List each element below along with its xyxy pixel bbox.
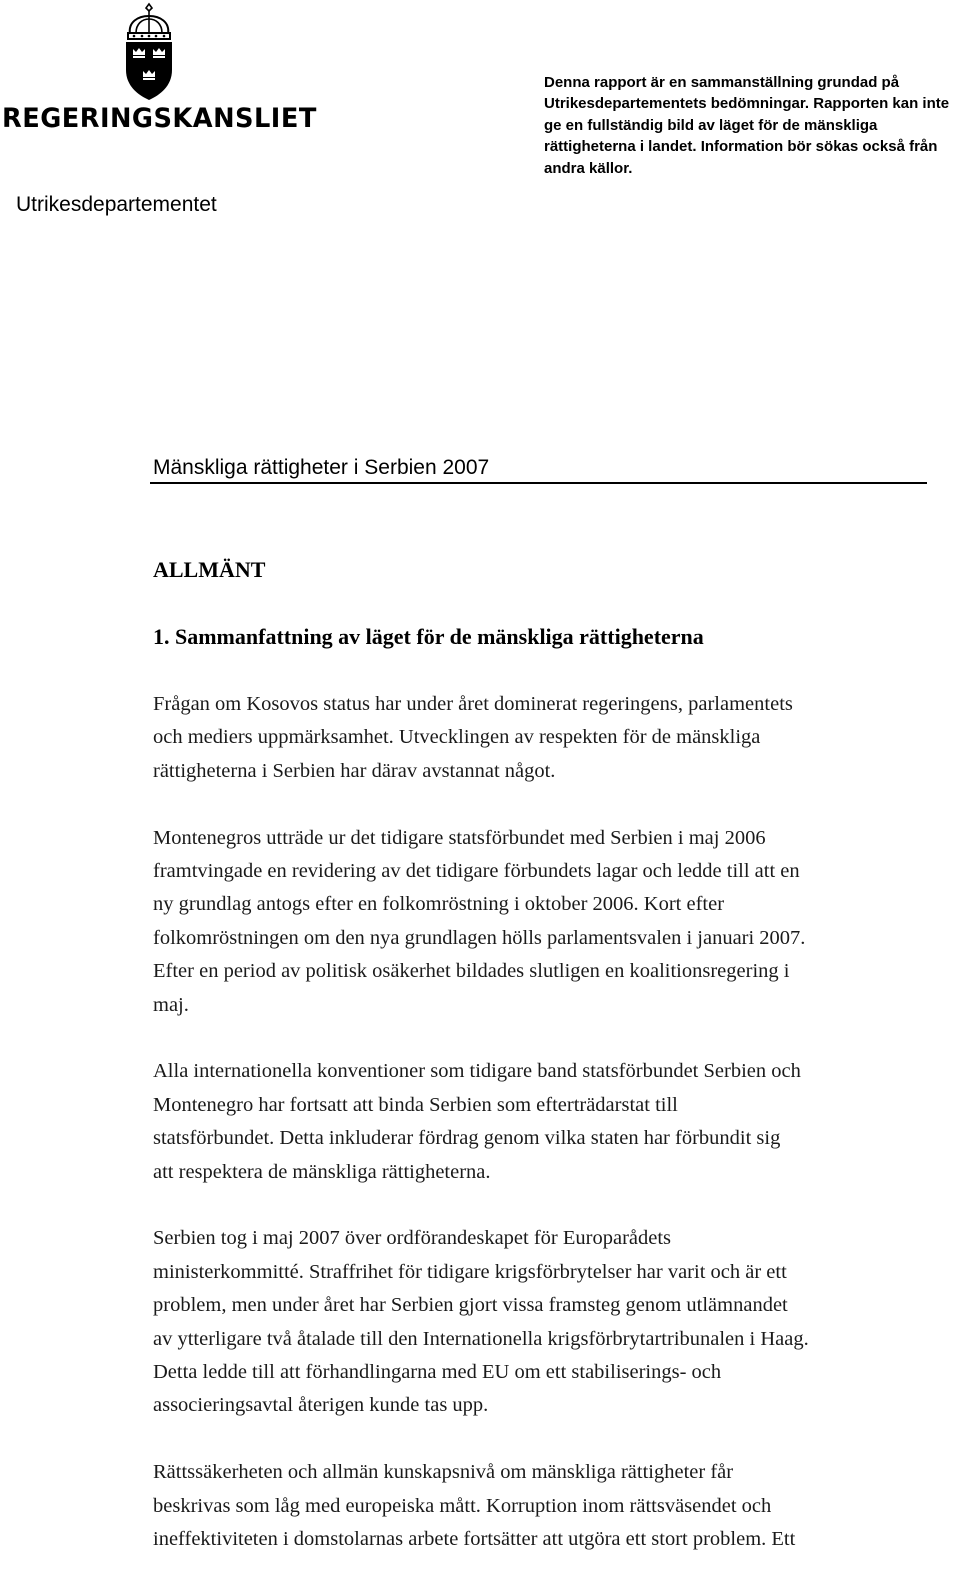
paragraph: Montenegros utträde ur det tidigare statsförbundet med Serbien i maj 2006 framtvingade en revidering av det tidigare förbundets lagar och ledde till att en ny grundlag antogs efter en folkomröstning i oktober 2006. Kort efter folkomröstningen om den nya grundlagen hölls parlamentsvalen i januari 2007. Efter en period av politisk osäkerhet bildades slutligen en koalitionsregering i maj.	[153, 826, 806, 1016]
regeringskansliet-logo	[0, 0, 317, 145]
paragraph: Serbien tog i maj 2007 över ordförandeskapet för Europarådets ministerkommitté. Straffrihet för tidigare krigsförbrytelser har varit och är ett problem, men under året har Serbien gjort vissa framsteg genom utlämnandet av ytterligare två åtalade till den Internationella krigsförbrytartribunalen i Haag. Detta ledde till att förhandlingarna med EU om ett stabiliserings- och associeringsavtal återigen kunde tas upp.	[153, 1227, 809, 1417]
paragraph: Frågan om Kosovos status har under året dominerat regeringens, parlamentets och mediers uppmärksamhet. Utvecklingen av respekten för de mänskliga rättigheterna i Serbien har därav avstannat något.	[153, 693, 793, 782]
paragraph: Rättssäkerheten och allmän kunskapsnivå om mänskliga rättigheter får beskrivas som låg med europeiska mått. Korruption inom rättsväsendet och ineffektiviteten i domstolarnas arbete fortsätter att utgöra ett stort problem. Ett	[153, 1461, 796, 1551]
title-underline	[150, 482, 927, 484]
coat-of-arms-icon	[118, 2, 180, 102]
disclaimer-text: Denna rapport är en sammanställning grundad på Utrikesdepartementets bedömningar. Rapporten kan inte ge en fullständig bild av läget för de mänskliga rättigheterna i landet. Information bör sökas också från andra källor.	[544, 74, 950, 177]
paragraph: Alla internationella konventioner som tidigare band statsförbundet Serbien och Montenegro har fortsatt att binda Serbien som efterträdarstat till statsförbundet. Detta inkluderar fördrag genom vilka staten har förbundit sig att respektera de mänskliga rättigheterna.	[153, 1060, 801, 1183]
logo-wordmark: REGERINGSKANSLIET	[2, 103, 317, 134]
department-name: Utrikesdepartementet	[16, 193, 217, 216]
section-heading: ALLMÄNT	[153, 557, 266, 582]
body-text	[153, 688, 948, 1590]
subsection-heading: 1. Sammanfattning av läget för de mänskliga rättigheterna	[153, 624, 704, 649]
document-title: Mänskliga rättigheter i Serbien 2007	[153, 456, 490, 479]
